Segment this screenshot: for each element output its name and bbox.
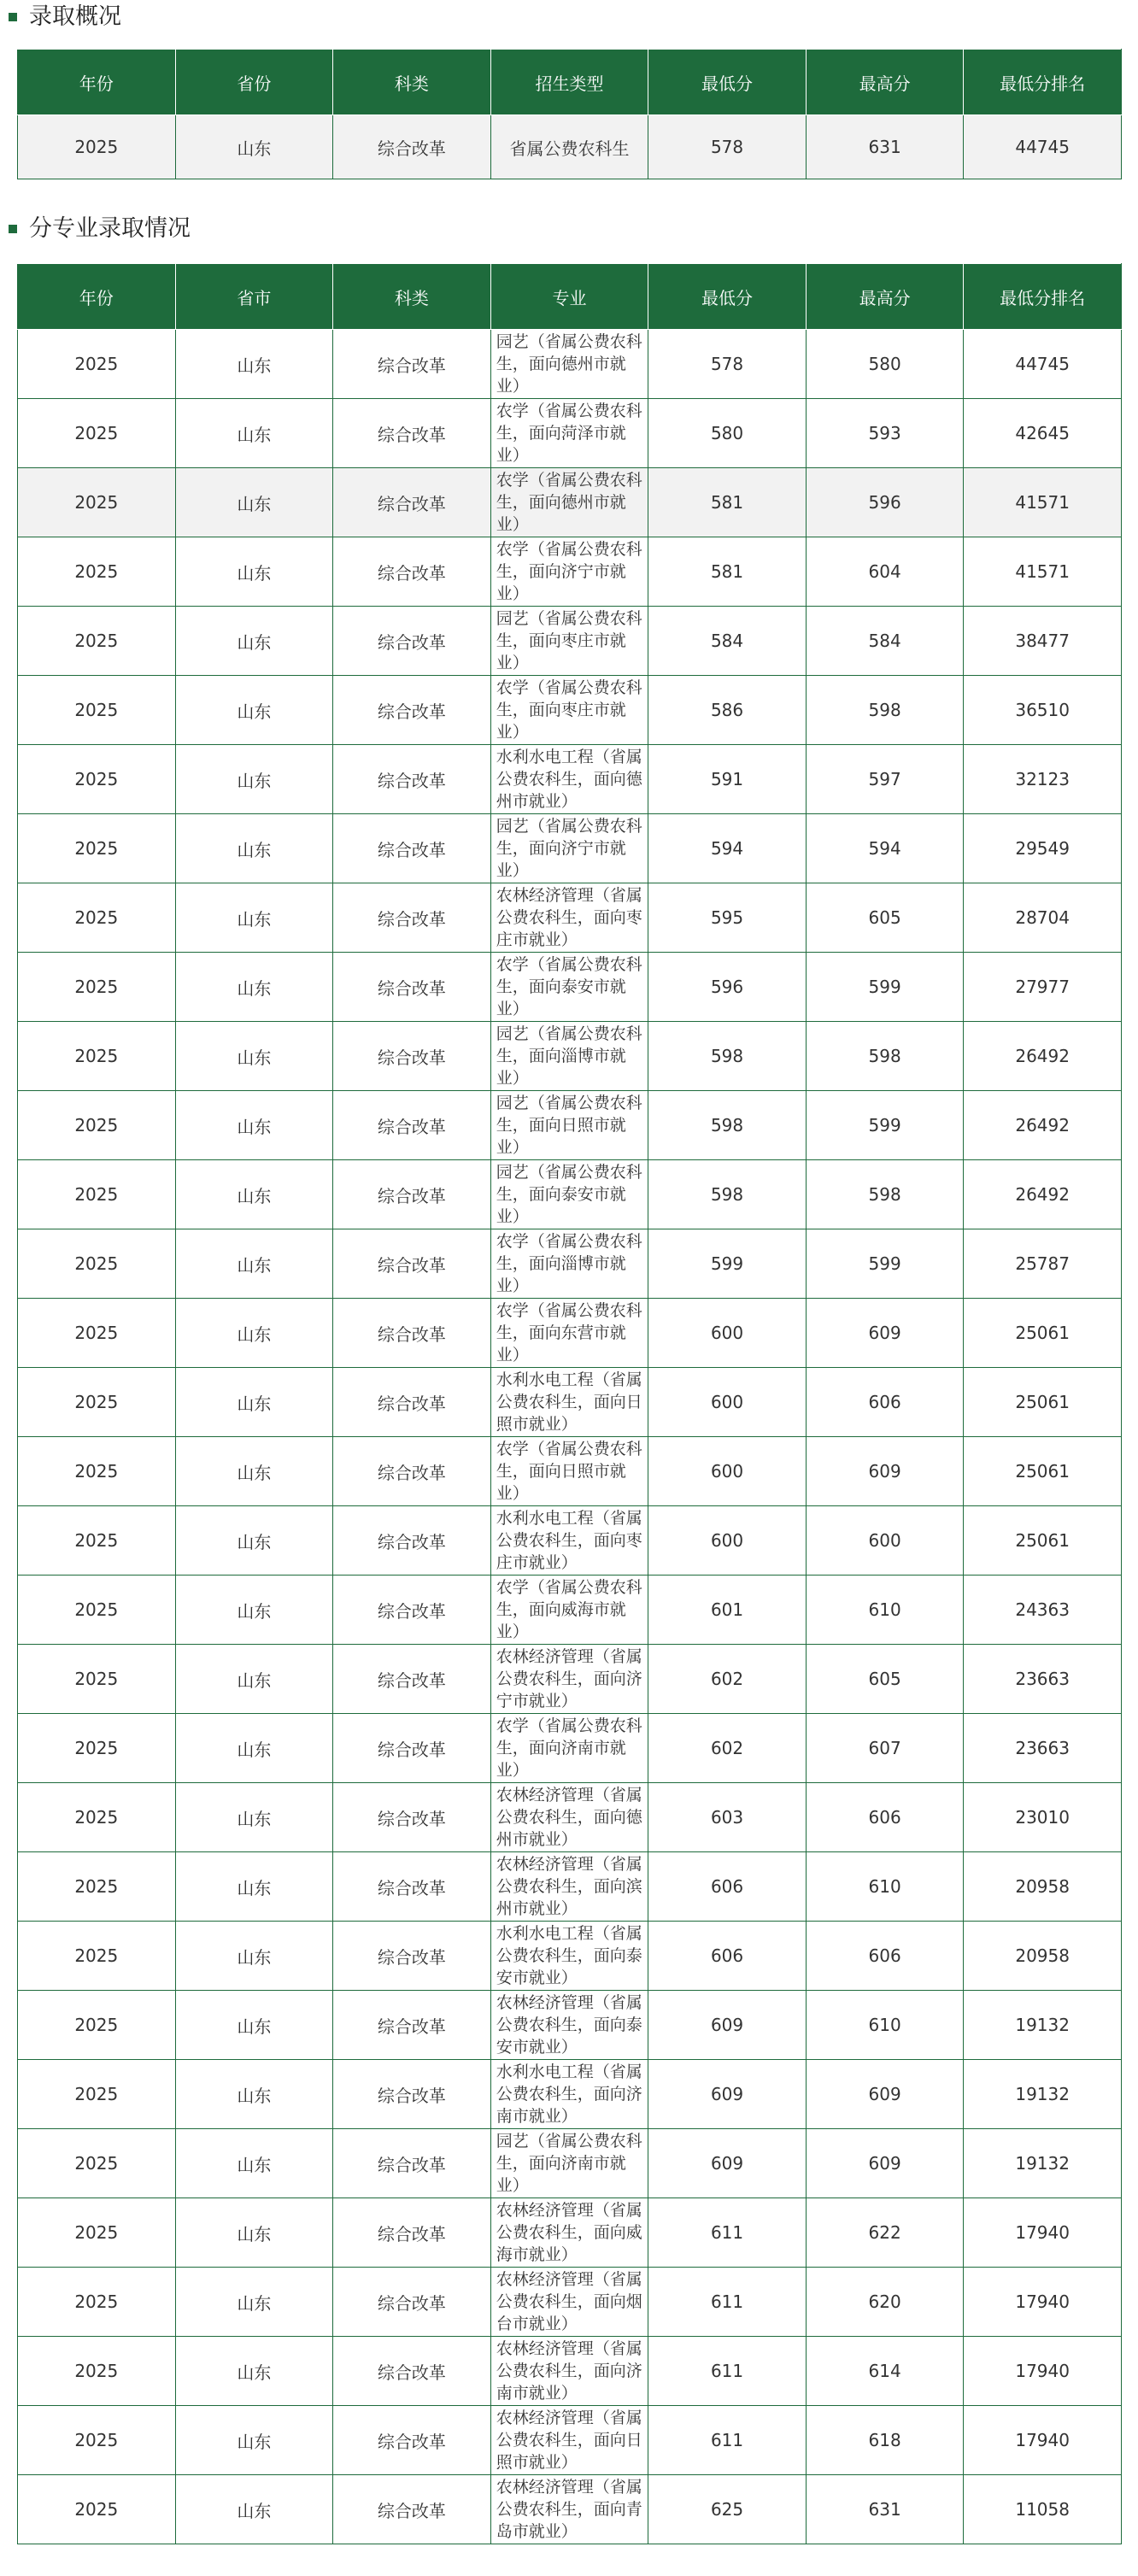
table-cell: 2025 bbox=[18, 1506, 176, 1576]
table-cell: 32123 bbox=[964, 745, 1122, 814]
table-cell: 578 bbox=[648, 115, 807, 179]
table-row bbox=[18, 330, 1122, 399]
table-cell: 2025 bbox=[18, 1229, 176, 1299]
table-cell: 44745 bbox=[964, 330, 1122, 399]
table-cell: 25061 bbox=[964, 1506, 1122, 1576]
table-cell: 山东 bbox=[175, 2268, 333, 2337]
table-cell: 山东 bbox=[175, 676, 333, 745]
table-cell: 601 bbox=[648, 1576, 807, 1645]
major-name-cell: 园艺（省属公费农科生，面向德州市就业） bbox=[490, 330, 648, 399]
major-name-cell: 农林经济管理（省属公费农科生，面向威海市就业） bbox=[490, 2198, 648, 2268]
table-cell: 610 bbox=[806, 1991, 964, 2060]
table-cell: 综合改革 bbox=[333, 607, 491, 676]
table-cell: 综合改革 bbox=[333, 2268, 491, 2337]
table-cell: 19132 bbox=[964, 2129, 1122, 2198]
major-name-cell: 水利水电工程（省属公费农科生，面向日照市就业） bbox=[490, 1368, 648, 1437]
table-row bbox=[18, 1645, 1122, 1714]
table-cell: 20958 bbox=[964, 1852, 1122, 1922]
table-cell: 2025 bbox=[18, 2268, 176, 2337]
table-row bbox=[18, 2406, 1122, 2475]
table-cell: 23010 bbox=[964, 1783, 1122, 1852]
table-row bbox=[18, 1576, 1122, 1645]
table-cell: 607 bbox=[806, 1714, 964, 1783]
table-cell: 2025 bbox=[18, 330, 176, 399]
section-title-text: 录取概况 bbox=[29, 3, 121, 30]
table-cell: 山东 bbox=[175, 2129, 333, 2198]
table-cell: 584 bbox=[648, 607, 807, 676]
major-name-cell: 农林经济管理（省属公费农科生，面向枣庄市就业） bbox=[490, 883, 648, 953]
major-name-cell: 农林经济管理（省属公费农科生，面向烟台市就业） bbox=[490, 2268, 648, 2337]
table-cell: 609 bbox=[648, 1991, 807, 2060]
major-name-cell: 农林经济管理（省属公费农科生，面向滨州市就业） bbox=[490, 1852, 648, 1922]
table-cell: 山东 bbox=[175, 1922, 333, 1991]
column-header: 最低分 bbox=[648, 50, 807, 115]
table-cell: 综合改革 bbox=[333, 330, 491, 399]
table-row bbox=[18, 745, 1122, 814]
table-cell: 2025 bbox=[18, 2475, 176, 2544]
table-header-row bbox=[18, 264, 1122, 330]
table-cell: 2025 bbox=[18, 1852, 176, 1922]
table-cell: 2025 bbox=[18, 1299, 176, 1368]
table-cell: 17940 bbox=[964, 2198, 1122, 2268]
table-row bbox=[18, 676, 1122, 745]
table-cell: 605 bbox=[806, 883, 964, 953]
table-cell: 综合改革 bbox=[333, 1645, 491, 1714]
column-header: 科类 bbox=[333, 264, 491, 330]
table-cell: 山东 bbox=[175, 1783, 333, 1852]
table-cell: 2025 bbox=[18, 1783, 176, 1852]
table-cell: 594 bbox=[648, 814, 807, 883]
table-cell: 593 bbox=[806, 399, 964, 468]
table-cell: 2025 bbox=[18, 953, 176, 1022]
table-cell: 625 bbox=[648, 2475, 807, 2544]
table-cell: 综合改革 bbox=[333, 1437, 491, 1506]
table-row bbox=[18, 1922, 1122, 1991]
table-row bbox=[18, 2475, 1122, 2544]
table-cell: 2025 bbox=[18, 1714, 176, 1783]
table-cell: 26492 bbox=[964, 1160, 1122, 1229]
table-cell: 38477 bbox=[964, 607, 1122, 676]
table-cell: 山东 bbox=[175, 1506, 333, 1576]
table-cell: 606 bbox=[806, 1922, 964, 1991]
table-cell: 41571 bbox=[964, 468, 1122, 537]
table-row bbox=[18, 1714, 1122, 1783]
major-name-cell: 农学（省属公费农科生，面向泰安市就业） bbox=[490, 953, 648, 1022]
table-cell: 600 bbox=[648, 1368, 807, 1437]
table-cell: 综合改革 bbox=[333, 1576, 491, 1645]
table-cell: 2025 bbox=[18, 1645, 176, 1714]
table-cell: 综合改革 bbox=[333, 814, 491, 883]
table-row bbox=[18, 2268, 1122, 2337]
major-name-cell: 农学（省属公费农科生，面向枣庄市就业） bbox=[490, 676, 648, 745]
table-cell: 17940 bbox=[964, 2337, 1122, 2406]
table-cell: 山东 bbox=[175, 1991, 333, 2060]
table-cell: 2025 bbox=[18, 883, 176, 953]
table-cell: 602 bbox=[648, 1645, 807, 1714]
table-row bbox=[18, 1160, 1122, 1229]
column-header: 最低分 bbox=[648, 264, 807, 330]
column-header: 最高分 bbox=[806, 50, 964, 115]
table-cell: 综合改革 bbox=[333, 1783, 491, 1852]
table-row bbox=[18, 1506, 1122, 1576]
table-cell: 606 bbox=[806, 1368, 964, 1437]
table-cell: 2025 bbox=[18, 115, 176, 179]
table-cell: 609 bbox=[806, 2060, 964, 2129]
square-bullet-icon bbox=[9, 13, 17, 21]
table-cell: 19132 bbox=[964, 2060, 1122, 2129]
table-cell: 综合改革 bbox=[333, 468, 491, 537]
major-name-cell: 农学（省属公费农科生，面向日照市就业） bbox=[490, 1437, 648, 1506]
table-cell: 2025 bbox=[18, 1922, 176, 1991]
table-cell: 20958 bbox=[964, 1922, 1122, 1991]
table-cell: 2025 bbox=[18, 1160, 176, 1229]
table-cell: 山东 bbox=[175, 2337, 333, 2406]
table-cell: 山东 bbox=[175, 1714, 333, 1783]
table-cell: 山东 bbox=[175, 953, 333, 1022]
table-cell: 山东 bbox=[175, 814, 333, 883]
table-cell: 595 bbox=[648, 883, 807, 953]
table-cell: 2025 bbox=[18, 607, 176, 676]
table-cell: 山东 bbox=[175, 883, 333, 953]
table-cell: 27977 bbox=[964, 953, 1122, 1022]
table-cell: 山东 bbox=[175, 2406, 333, 2475]
table-cell: 综合改革 bbox=[333, 2406, 491, 2475]
table-cell: 584 bbox=[806, 607, 964, 676]
table-cell: 山东 bbox=[175, 1645, 333, 1714]
table-cell: 山东 bbox=[175, 1576, 333, 1645]
table-row bbox=[18, 2129, 1122, 2198]
table-cell: 综合改革 bbox=[333, 1368, 491, 1437]
table-cell: 605 bbox=[806, 1645, 964, 1714]
table-cell: 11058 bbox=[964, 2475, 1122, 2544]
table-cell: 山东 bbox=[175, 1022, 333, 1091]
table-row bbox=[18, 883, 1122, 953]
table-cell: 2025 bbox=[18, 2060, 176, 2129]
table-cell: 山东 bbox=[175, 2060, 333, 2129]
table-cell: 622 bbox=[806, 2198, 964, 2268]
table-cell: 26492 bbox=[964, 1022, 1122, 1091]
major-name-cell: 农学（省属公费农科生，面向德州市就业） bbox=[490, 468, 648, 537]
table-cell: 578 bbox=[648, 330, 807, 399]
table-cell: 2025 bbox=[18, 2337, 176, 2406]
table-cell: 山东 bbox=[175, 2475, 333, 2544]
table-cell: 599 bbox=[648, 1229, 807, 1299]
table-cell: 综合改革 bbox=[333, 1091, 491, 1160]
column-header: 省份 bbox=[175, 50, 333, 115]
table-cell: 省属公费农科生 bbox=[490, 115, 648, 179]
table-cell: 611 bbox=[648, 2268, 807, 2337]
table-cell: 598 bbox=[806, 676, 964, 745]
table-cell: 598 bbox=[648, 1091, 807, 1160]
column-header: 科类 bbox=[333, 50, 491, 115]
major-name-cell: 园艺（省属公费农科生，面向淄博市就业） bbox=[490, 1022, 648, 1091]
major-name-cell: 水利水电工程（省属公费农科生，面向枣庄市就业） bbox=[490, 1506, 648, 1576]
table-cell: 610 bbox=[806, 1576, 964, 1645]
table-cell: 581 bbox=[648, 537, 807, 607]
table-cell: 综合改革 bbox=[333, 676, 491, 745]
table-row bbox=[18, 1299, 1122, 1368]
table-cell: 山东 bbox=[175, 2198, 333, 2268]
table-cell: 29549 bbox=[964, 814, 1122, 883]
table-cell: 36510 bbox=[964, 676, 1122, 745]
majors-table-body bbox=[18, 330, 1122, 2544]
table-cell: 609 bbox=[806, 2129, 964, 2198]
table-row bbox=[18, 1437, 1122, 1506]
table-cell: 618 bbox=[806, 2406, 964, 2475]
major-name-cell: 水利水电工程（省属公费农科生，面向济南市就业） bbox=[490, 2060, 648, 2129]
table-cell: 594 bbox=[806, 814, 964, 883]
table-cell: 2025 bbox=[18, 2406, 176, 2475]
table-cell: 44745 bbox=[964, 115, 1122, 179]
major-name-cell: 园艺（省属公费农科生，面向枣庄市就业） bbox=[490, 607, 648, 676]
major-name-cell: 农学（省属公费农科生，面向淄博市就业） bbox=[490, 1229, 648, 1299]
table-cell: 山东 bbox=[175, 1852, 333, 1922]
table-cell: 25061 bbox=[964, 1368, 1122, 1437]
table-cell: 609 bbox=[648, 2129, 807, 2198]
table-cell: 山东 bbox=[175, 1299, 333, 1368]
table-cell: 综合改革 bbox=[333, 537, 491, 607]
table-row bbox=[18, 1368, 1122, 1437]
major-name-cell: 农林经济管理（省属公费农科生，面向济南市就业） bbox=[490, 2337, 648, 2406]
table-cell: 综合改革 bbox=[333, 883, 491, 953]
table-cell: 山东 bbox=[175, 537, 333, 607]
table-row bbox=[18, 2198, 1122, 2268]
table-cell: 596 bbox=[648, 953, 807, 1022]
table-cell: 综合改革 bbox=[333, 1922, 491, 1991]
table-cell: 597 bbox=[806, 745, 964, 814]
table-cell: 综合改革 bbox=[333, 1299, 491, 1368]
table-row bbox=[18, 1783, 1122, 1852]
square-bullet-icon bbox=[9, 225, 17, 233]
table-cell: 25061 bbox=[964, 1437, 1122, 1506]
major-name-cell: 农学（省属公费农科生，面向济宁市就业） bbox=[490, 537, 648, 607]
table-cell: 综合改革 bbox=[333, 745, 491, 814]
table-cell: 综合改革 bbox=[333, 1506, 491, 1576]
table-cell: 41571 bbox=[964, 537, 1122, 607]
table-cell: 586 bbox=[648, 676, 807, 745]
column-header: 最低分排名 bbox=[964, 264, 1122, 330]
table-cell: 603 bbox=[648, 1783, 807, 1852]
table-row bbox=[18, 1091, 1122, 1160]
table-cell: 综合改革 bbox=[333, 1714, 491, 1783]
table-cell: 山东 bbox=[175, 1229, 333, 1299]
majors-table bbox=[17, 263, 1122, 2544]
table-cell: 2025 bbox=[18, 1576, 176, 1645]
table-cell: 2025 bbox=[18, 2129, 176, 2198]
table-cell: 山东 bbox=[175, 468, 333, 537]
table-cell: 综合改革 bbox=[333, 2198, 491, 2268]
table-cell: 42645 bbox=[964, 399, 1122, 468]
section-title-summary bbox=[0, 0, 121, 34]
table-cell: 24363 bbox=[964, 1576, 1122, 1645]
table-cell: 611 bbox=[648, 2406, 807, 2475]
table-cell: 25061 bbox=[964, 1299, 1122, 1368]
major-name-cell: 农林经济管理（省属公费农科生，面向泰安市就业） bbox=[490, 1991, 648, 2060]
major-name-cell: 农林经济管理（省属公费农科生，面向德州市就业） bbox=[490, 1783, 648, 1852]
table-cell: 591 bbox=[648, 745, 807, 814]
table-cell: 综合改革 bbox=[333, 399, 491, 468]
table-row bbox=[18, 1991, 1122, 2060]
table-cell: 26492 bbox=[964, 1091, 1122, 1160]
table-cell: 600 bbox=[648, 1299, 807, 1368]
table-cell: 山东 bbox=[175, 1437, 333, 1506]
table-cell: 19132 bbox=[964, 1991, 1122, 2060]
table-cell: 综合改革 bbox=[333, 2129, 491, 2198]
column-header: 招生类型 bbox=[490, 50, 648, 115]
table-row bbox=[18, 1229, 1122, 1299]
major-name-cell: 园艺（省属公费农科生，面向济南市就业） bbox=[490, 2129, 648, 2198]
table-cell: 611 bbox=[648, 2198, 807, 2268]
table-cell: 604 bbox=[806, 537, 964, 607]
table-cell: 综合改革 bbox=[333, 2337, 491, 2406]
table-row bbox=[18, 115, 1122, 179]
table-cell: 599 bbox=[806, 953, 964, 1022]
table-cell: 综合改革 bbox=[333, 953, 491, 1022]
table-cell: 631 bbox=[806, 2475, 964, 2544]
table-cell: 23663 bbox=[964, 1645, 1122, 1714]
table-cell: 580 bbox=[806, 330, 964, 399]
summary-table bbox=[17, 49, 1122, 179]
table-cell: 581 bbox=[648, 468, 807, 537]
column-header: 年份 bbox=[18, 264, 176, 330]
table-cell: 598 bbox=[648, 1160, 807, 1229]
table-row bbox=[18, 953, 1122, 1022]
column-header: 专业 bbox=[490, 264, 648, 330]
table-cell: 25787 bbox=[964, 1229, 1122, 1299]
column-header: 年份 bbox=[18, 50, 176, 115]
table-cell: 综合改革 bbox=[333, 1991, 491, 2060]
table-cell: 606 bbox=[648, 1922, 807, 1991]
table-cell: 综合改革 bbox=[333, 1022, 491, 1091]
table-cell: 山东 bbox=[175, 399, 333, 468]
table-cell: 606 bbox=[648, 1852, 807, 1922]
table-cell: 2025 bbox=[18, 537, 176, 607]
major-name-cell: 园艺（省属公费农科生，面向泰安市就业） bbox=[490, 1160, 648, 1229]
major-name-cell: 农林经济管理（省属公费农科生，面向日照市就业） bbox=[490, 2406, 648, 2475]
table-cell: 综合改革 bbox=[333, 1229, 491, 1299]
table-row bbox=[18, 468, 1122, 537]
table-cell: 2025 bbox=[18, 1022, 176, 1091]
table-cell: 631 bbox=[806, 115, 964, 179]
table-cell: 611 bbox=[648, 2337, 807, 2406]
table-cell: 2025 bbox=[18, 399, 176, 468]
table-cell: 2025 bbox=[18, 814, 176, 883]
table-row bbox=[18, 2337, 1122, 2406]
major-name-cell: 园艺（省属公费农科生，面向日照市就业） bbox=[490, 1091, 648, 1160]
table-cell: 598 bbox=[806, 1160, 964, 1229]
table-cell: 609 bbox=[806, 1437, 964, 1506]
table-cell: 山东 bbox=[175, 1160, 333, 1229]
table-cell: 综合改革 bbox=[333, 1160, 491, 1229]
table-row bbox=[18, 399, 1122, 468]
table-cell: 综合改革 bbox=[333, 1852, 491, 1922]
table-cell: 综合改革 bbox=[333, 2475, 491, 2544]
table-cell: 600 bbox=[648, 1506, 807, 1576]
table-cell: 609 bbox=[806, 1299, 964, 1368]
table-row bbox=[18, 2060, 1122, 2129]
table-cell: 620 bbox=[806, 2268, 964, 2337]
table-cell: 山东 bbox=[175, 607, 333, 676]
table-cell: 602 bbox=[648, 1714, 807, 1783]
table-cell: 山东 bbox=[175, 330, 333, 399]
major-name-cell: 农学（省属公费农科生，面向菏泽市就业） bbox=[490, 399, 648, 468]
table-cell: 598 bbox=[806, 1022, 964, 1091]
section-title-majors bbox=[0, 212, 191, 246]
table-cell: 2025 bbox=[18, 2198, 176, 2268]
table-cell: 609 bbox=[648, 2060, 807, 2129]
table-cell: 2025 bbox=[18, 1368, 176, 1437]
major-name-cell: 农林经济管理（省属公费农科生，面向青岛市就业） bbox=[490, 2475, 648, 2544]
table-cell: 17940 bbox=[964, 2268, 1122, 2337]
column-header: 最低分排名 bbox=[964, 50, 1122, 115]
table-cell: 599 bbox=[806, 1229, 964, 1299]
table-cell: 2025 bbox=[18, 1091, 176, 1160]
major-name-cell: 农学（省属公费农科生，面向威海市就业） bbox=[490, 1576, 648, 1645]
table-cell: 2025 bbox=[18, 676, 176, 745]
major-name-cell: 农学（省属公费农科生，面向济南市就业） bbox=[490, 1714, 648, 1783]
table-row bbox=[18, 814, 1122, 883]
table-cell: 山东 bbox=[175, 745, 333, 814]
table-row bbox=[18, 1022, 1122, 1091]
table-cell: 606 bbox=[806, 1783, 964, 1852]
table-row bbox=[18, 607, 1122, 676]
major-name-cell: 农林经济管理（省属公费农科生，面向济宁市就业） bbox=[490, 1645, 648, 1714]
column-header: 省市 bbox=[175, 264, 333, 330]
table-cell: 综合改革 bbox=[333, 115, 491, 179]
table-cell: 610 bbox=[806, 1852, 964, 1922]
table-row bbox=[18, 1852, 1122, 1922]
major-name-cell: 水利水电工程（省属公费农科生，面向德州市就业） bbox=[490, 745, 648, 814]
table-header-row bbox=[18, 50, 1122, 115]
table-cell: 综合改革 bbox=[333, 2060, 491, 2129]
column-header: 最高分 bbox=[806, 264, 964, 330]
table-cell: 山东 bbox=[175, 1368, 333, 1437]
major-name-cell: 园艺（省属公费农科生，面向济宁市就业） bbox=[490, 814, 648, 883]
table-cell: 614 bbox=[806, 2337, 964, 2406]
table-cell: 2025 bbox=[18, 468, 176, 537]
table-cell: 山东 bbox=[175, 115, 333, 179]
table-cell: 600 bbox=[648, 1437, 807, 1506]
table-cell: 2025 bbox=[18, 1991, 176, 2060]
section-title-text: 分专业录取情况 bbox=[29, 215, 191, 242]
table-cell: 580 bbox=[648, 399, 807, 468]
major-name-cell: 农学（省属公费农科生，面向东营市就业） bbox=[490, 1299, 648, 1368]
table-cell: 17940 bbox=[964, 2406, 1122, 2475]
table-row bbox=[18, 537, 1122, 607]
table-cell: 599 bbox=[806, 1091, 964, 1160]
table-cell: 23663 bbox=[964, 1714, 1122, 1783]
table-cell: 2025 bbox=[18, 1437, 176, 1506]
table-cell: 2025 bbox=[18, 745, 176, 814]
table-cell: 28704 bbox=[964, 883, 1122, 953]
table-cell: 山东 bbox=[175, 1091, 333, 1160]
major-name-cell: 水利水电工程（省属公费农科生，面向泰安市就业） bbox=[490, 1922, 648, 1991]
table-cell: 596 bbox=[806, 468, 964, 537]
table-cell: 598 bbox=[648, 1022, 807, 1091]
table-cell: 600 bbox=[806, 1506, 964, 1576]
